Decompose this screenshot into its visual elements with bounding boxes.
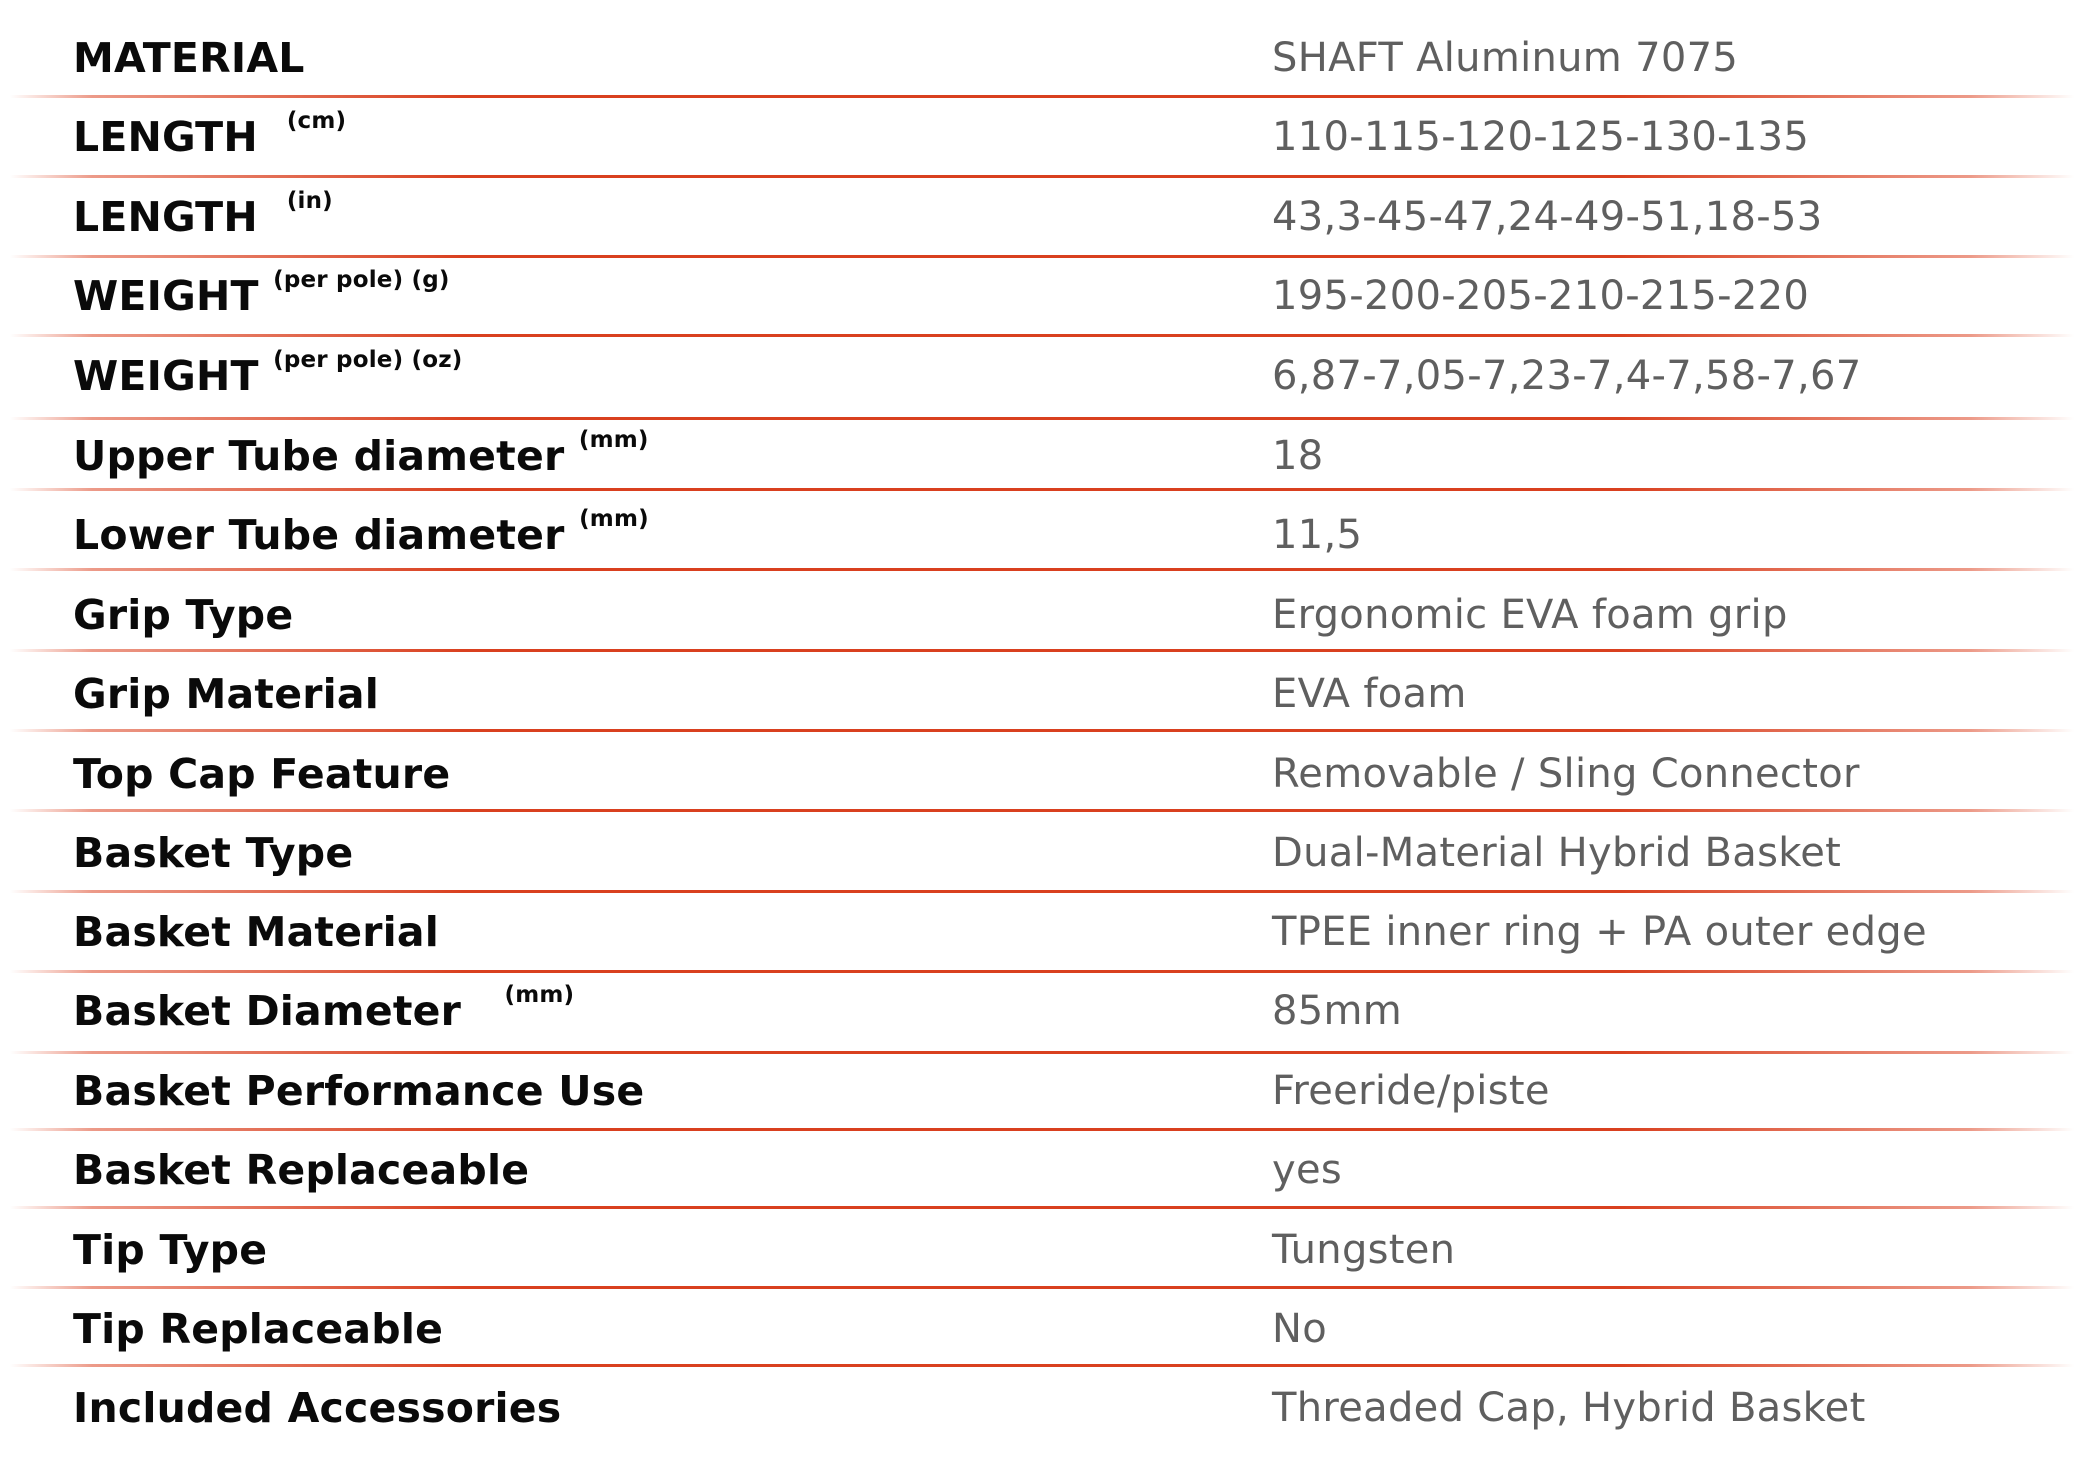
spec-label: Basket Diameter $^{(mm)}$ [73, 982, 575, 1035]
row-divider [10, 649, 2074, 652]
spec-value: yes [1272, 1147, 1343, 1193]
spec-unit: (per pole) (g) [273, 267, 450, 293]
row-divider [10, 890, 2074, 893]
spec-row-tip-type [0, 1212, 2084, 1291]
spec-value: Ergonomic EVA foam grip [1272, 592, 1788, 638]
spec-row-weight-oz [0, 338, 2084, 417]
spec-unit: (cm) [286, 108, 347, 134]
spec-row-basket-material [0, 894, 2084, 973]
spec-value: 43,3-45-47,24-49-51,18-53 [1272, 194, 1823, 240]
spec-label: Basket Type [73, 829, 354, 877]
spec-value: No [1272, 1306, 1327, 1352]
spec-label: Grip Type [73, 591, 294, 639]
row-divider [10, 95, 2074, 98]
spec-row-accessories [0, 1370, 2084, 1449]
spec-row-lower-tube [0, 497, 2084, 576]
spec-unit: (in) [286, 188, 333, 214]
spec-label: Included Accessories [73, 1384, 562, 1432]
spec-row-length-in [0, 179, 2084, 258]
spec-row-upper-tube [0, 418, 2084, 497]
spec-value: EVA foam [1272, 671, 1467, 717]
spec-value: 195-200-205-210-215-220 [1272, 273, 1810, 319]
spec-row-material [0, 20, 2084, 99]
spec-row-basket-type [0, 815, 2084, 894]
spec-row-basket-replaceable [0, 1132, 2084, 1211]
row-divider [10, 1364, 2074, 1367]
spec-unit: (per pole) (oz) [273, 347, 463, 373]
spec-label: WEIGHT $^{(per pole) (oz)}$ [73, 347, 463, 400]
spec-unit: (mm) [578, 427, 649, 453]
row-divider [10, 729, 2074, 732]
spec-value: Removable / Sling Connector [1272, 751, 1860, 797]
spec-label: LENGTH $^{(in)}$ [73, 188, 333, 241]
spec-row-basket-diameter [0, 973, 2084, 1052]
spec-label: WEIGHT $^{(per pole) (g)}$ [73, 267, 450, 320]
spec-value: Dual-Material Hybrid Basket [1272, 830, 1842, 876]
spec-row-top-cap [0, 736, 2084, 815]
spec-label: LENGTH $^{(cm)}$ [73, 108, 347, 161]
spec-label: Top Cap Feature [73, 750, 451, 798]
spec-row-tip-replaceable [0, 1291, 2084, 1370]
row-divider [10, 1286, 2074, 1289]
row-divider [10, 809, 2074, 812]
spec-value: Threaded Cap, Hybrid Basket [1272, 1385, 1866, 1431]
spec-label: Basket Performance Use [73, 1067, 645, 1115]
row-divider [10, 1128, 2074, 1131]
spec-row-basket-use [0, 1053, 2084, 1132]
spec-value: 18 [1272, 433, 1324, 479]
spec-label: Lower Tube diameter $^{(mm)}$ [73, 506, 649, 559]
spec-row-weight-g [0, 258, 2084, 337]
spec-value: 11,5 [1272, 512, 1363, 558]
spec-value: 85mm [1272, 988, 1403, 1034]
spec-row-length-cm [0, 99, 2084, 178]
spec-row-grip-material [0, 656, 2084, 735]
spec-value: SHAFT Aluminum 7075 [1272, 35, 1739, 81]
spec-value: Tungsten [1272, 1227, 1456, 1273]
spec-label: Upper Tube diameter $^{(mm)}$ [73, 427, 649, 480]
spec-unit: (mm) [579, 506, 649, 532]
spec-label: MATERIAL [73, 34, 305, 82]
spec-row-grip-type [0, 577, 2084, 656]
row-divider [10, 175, 2074, 178]
row-divider [10, 568, 2074, 571]
spec-label: Grip Material [73, 670, 380, 718]
row-divider [10, 488, 2074, 491]
spec-value: 110-115-120-125-130-135 [1272, 114, 1810, 160]
spec-value: TPEE inner ring + PA outer edge [1272, 909, 1927, 955]
spec-value: 6,87-7,05-7,23-7,4-7,58-7,67 [1272, 353, 1862, 399]
spec-label: Basket Material [73, 908, 440, 956]
row-divider [10, 1206, 2074, 1209]
row-divider [10, 334, 2074, 337]
spec-unit: (mm) [504, 982, 575, 1008]
spec-label: Basket Replaceable [73, 1146, 530, 1194]
spec-label: Tip Replaceable [73, 1305, 444, 1353]
spec-value: Freeride/piste [1272, 1068, 1550, 1114]
spec-label: Tip Type [73, 1226, 268, 1274]
